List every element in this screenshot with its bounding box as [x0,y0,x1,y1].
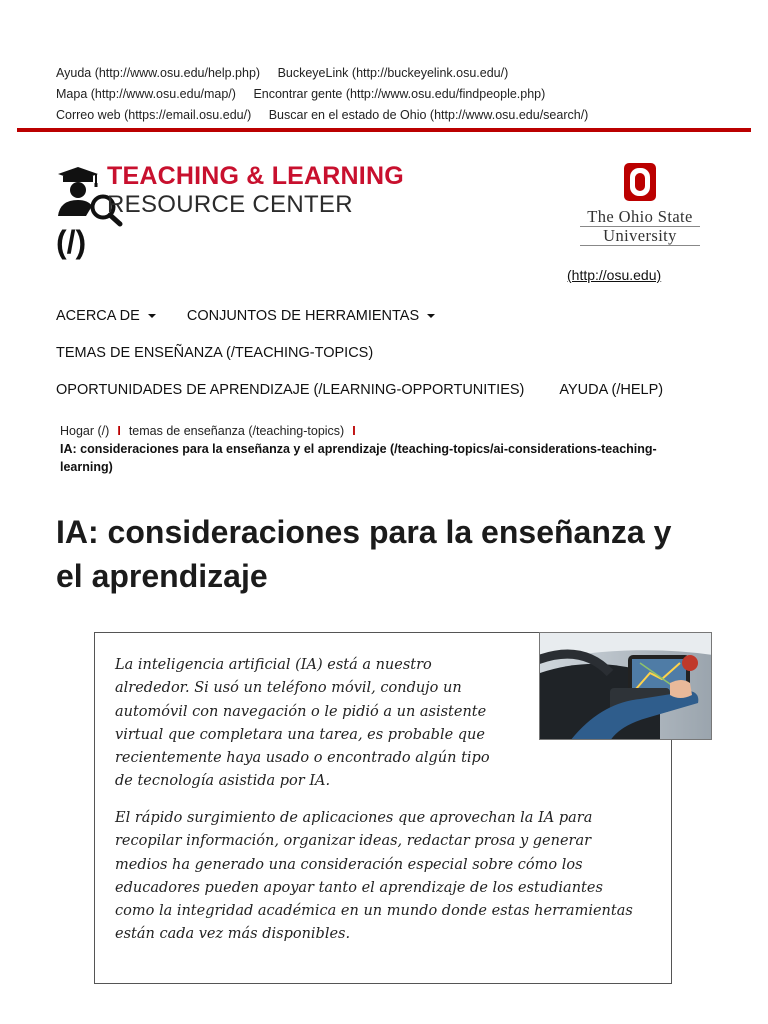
nav-toolkits-label: CONJUNTOS DE HERRAMIENTAS [186,308,420,324]
nav-about-label: ACERCA DE [56,308,140,324]
page-title: IA: consideraciones para la enseñanza y el aprendizaje [56,514,672,594]
logo-title: TEACHING & LEARNING [107,162,404,190]
osu-wordmark[interactable] [574,163,706,246]
main-nav-row [56,308,435,324]
osu-home-link[interactable]: (http://osu.edu) [567,267,662,283]
logo-subtitle: RESOURCE CENTER [107,191,353,218]
car-navigation-photo [539,632,712,740]
osu-name-line1: The Ohio State [580,208,700,227]
intro-paragraph-2: El rápido surgimiento de aplicaciones que aprovechan la IA para recopilar información, organizar ideas, redactar prosa y generar medios ha generado una consideración especial sobre cómo los educadores pueden apoyar tanto el aprendizaje de los estudiantes como la integridad académica en un mundo donde estas herramientas están cada vez más disponibles. [115,810,633,943]
help-link[interactable]: Ayuda (http://www.osu.edu/help.php) [56,66,261,80]
breadcrumb-current: IA: consideraciones para la enseñanza y el aprendizaje (/teaching-topics/ai-considerations-teaching-learning) [60,442,657,474]
utility-links [56,63,602,126]
nav-learning-opportunities[interactable]: OPORTUNIDADES DE APRENDIZAJE (/LEARNING-OPPORTUNITIES) [56,382,525,398]
logo-home-link[interactable]: (/) [56,224,87,260]
breadcrumb-separator: I [117,424,121,438]
utility-links-row [56,84,602,105]
breadcrumb-teaching-topics[interactable]: temas de enseñanza (/teaching-topics) [128,424,345,438]
header-divider [17,128,751,132]
nav-teaching-topics[interactable]: TEMAS DE ENSEÑANZA (/TEACHING-TOPICS) [56,345,374,361]
chevron-down-icon [427,314,435,318]
chevron-down-icon [148,314,156,318]
main-nav-row [56,382,663,398]
breadcrumb [60,422,700,476]
breadcrumb-separator: I [352,424,356,438]
osu-name-line2: University [580,227,700,246]
utility-links-row [56,105,602,126]
find-people-link[interactable]: Encontrar gente (http://www.osu.edu/findpeople.php) [253,87,546,101]
breadcrumb-home[interactable]: Hogar (/) [60,424,110,438]
webmail-link[interactable]: Correo web (https://email.osu.edu/) [56,108,252,122]
nav-about[interactable] [56,308,156,324]
nav-toolkits[interactable] [187,308,435,324]
map-link[interactable]: Mapa (http://www.osu.edu/map/) [56,87,236,101]
block-o-icon [574,163,706,203]
buckeyelink-link[interactable]: BuckeyeLink (http://buckeyelink.osu.edu/) [277,66,509,80]
car-navigation-illustration [540,633,712,740]
main-nav-row [56,345,373,361]
intro-paragraph-1: La inteligencia artificial (IA) está a nuestro alrededor. Si usó un teléfono móvil, condujo un automóvil con navegación o le pidió a un asistente virtual que completara una tarea, es probable que recientemente haya usado o encontrado algún tipo de tecnología asistida por IA. [115,657,490,790]
utility-links-row [56,63,602,84]
search-osu-link[interactable]: Buscar en el estado de Ohio (http://www.osu.edu/search/) [268,108,589,122]
nav-help[interactable]: AYUDA (/HELP) [559,382,664,398]
osu-name [574,208,706,246]
